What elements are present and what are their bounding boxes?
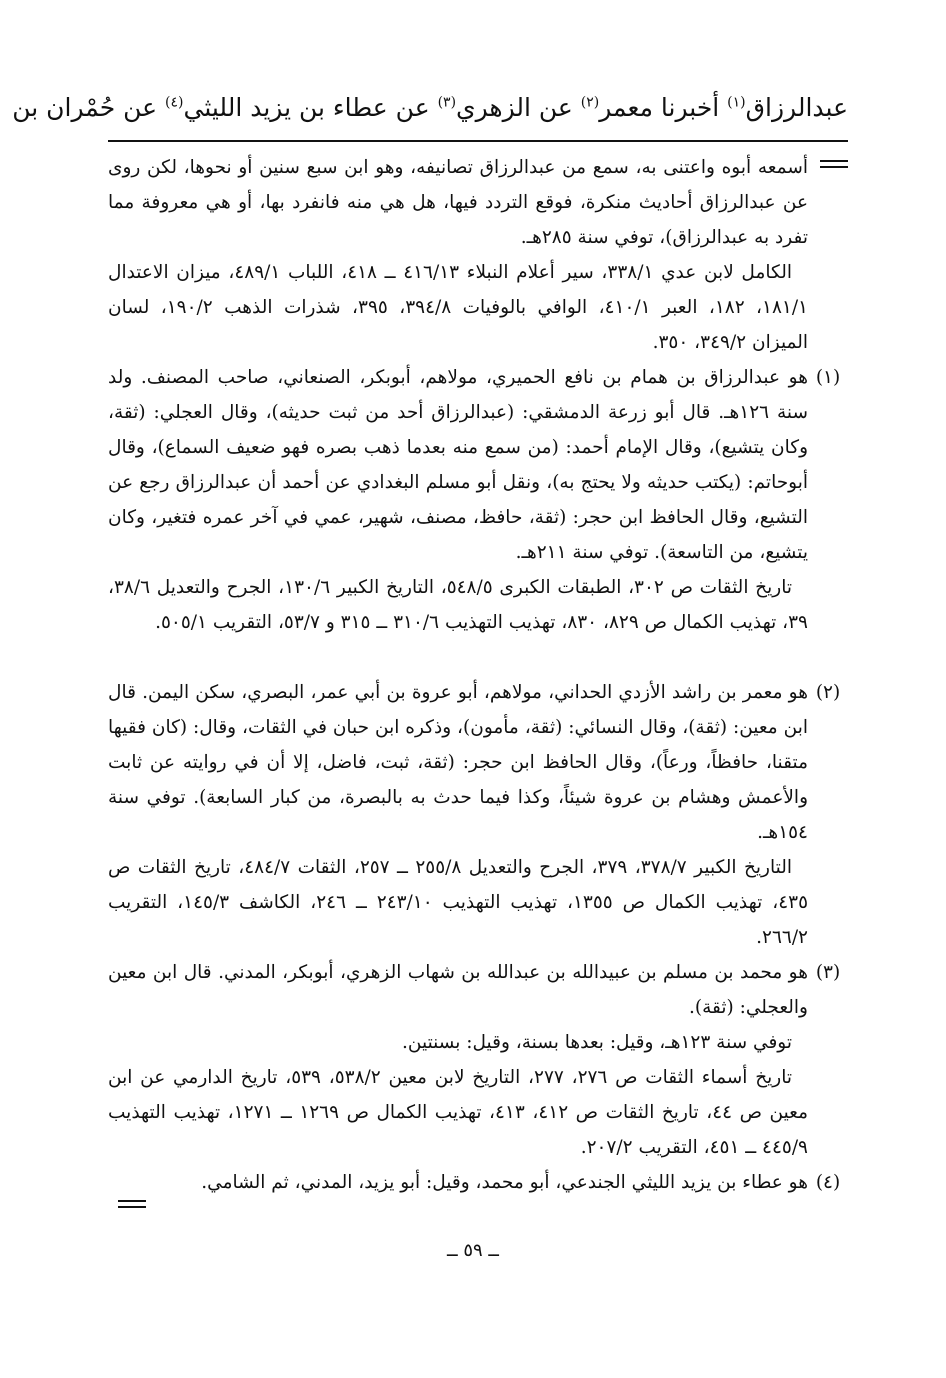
footnote-number-4: (٤) bbox=[815, 1172, 841, 1193]
footnote-number-3: (٣) bbox=[815, 962, 841, 983]
header-text-part: عن حُمْران بن bbox=[12, 93, 166, 122]
header-divider bbox=[108, 140, 848, 142]
footnote-3-death: توفي سنة ١٢٣هـ، وقيل: بعدها بسنة، وقيل: بسنتين. bbox=[402, 1032, 792, 1053]
footnote-3-bio: هو محمد بن مسلم بن عبيدالله بن عبدالله بن شهاب الزهري، أبوبكر، المدني. قال ابن معين والعجلي: (ثقة). bbox=[108, 962, 808, 1018]
header-text-part: عن عطاء بن يزيد الليثي bbox=[183, 93, 438, 122]
continued-footnote-bio: أسمعه أبوه واعتنى به، سمع من عبدالرزاق تصانيفه، وهو ابن سبع سنين أو نحوها، لكن روى عن عبدالرزاق أحاديث منكرة، فوقع التردد فيها، هل هي منه فانفرد بها، أو هي معروفة مما تفرد به عبدالرزاق)، توفي سنة ٢٨٥هـ. bbox=[108, 157, 808, 248]
footnote-ref-1: (١) bbox=[727, 94, 746, 111]
header-text-part: عبدالرزاق bbox=[745, 93, 848, 122]
header-text-part: عن الزهري bbox=[456, 93, 581, 122]
footnote-number-1: (١) bbox=[815, 367, 841, 388]
footnote-number-2: (٢) bbox=[815, 682, 841, 703]
footnote-1-bio: هو عبدالرزاق بن همام بن نافع الحميري، مولاهم، أبوبكر، الصنعاني، صاحب المصنف. ولد سنة ١٢٦هـ. قال أبو زرعة الدمشقي: (عبدالرزاق أحد من ثبت حديثه)، وقال العجلي: (ثقة، وكان يتشيع)، وقال الإمام أحمد: (من سمع منه بعدما ذهب بصره فهو ضعيف السماع)، وقال أبوحاتم: (يكتب حديثه ولا يحتج به)، ونقل أبو مسلم البغدادي عن أحمد أن عبدالرزاق رجع عن التشيع، وقال الحافظ ابن حجر: (ثقة، حافظ، مصنف، شهير، عمي في آخر عمره فتغير، وكان يتشيع، من التاسعة). توفي سنة ٢١١هـ. bbox=[108, 367, 809, 563]
footnote-2-bio: هو معمر بن راشد الأزدي الحداني، مولاهم، أبو عروة بن أبي عمر، البصري، سكن اليمن. قال ابن معين: (ثقة)، وقال النسائي: (ثقة، مأمون)، وذكره ابن حبان في الثقات، وقال: (كان فقيها متقنا، حافظاً، ورعاً)، وقال الحافظ ابن حجر: (ثقة، ثبت، فاضل، إلا أن في روايته عن ثابت والأعمش وهشام بن عروة شيئاً، وكذا فيما حدث به بالبصرة، من كبار السابعة). توفي سنة ١٥٤هـ. bbox=[108, 682, 808, 843]
header-text-part: أخبرنا معمر bbox=[599, 93, 728, 122]
page-number: ــ ٥٩ ــ bbox=[447, 1240, 499, 1261]
continuation-marker-icon bbox=[820, 160, 848, 172]
footnote-4-bio: هو عطاء بن يزيد الليثي الجندعي، أبو محمد، وقيل: أبو يزيد، المدني، ثم الشامي. bbox=[201, 1172, 808, 1193]
footnote-ref-4: (٤) bbox=[165, 94, 184, 111]
footnote-ref-2: (٢) bbox=[580, 94, 600, 111]
continued-footnote-refs: الكامل لابن عدي ٣٣٨/١، سير أعلام النبلاء ٤١٦/١٣ ــ ٤١٨، اللباب ٤٨٩/١، ميزان الاعتدال ١٨١/١، ١٨٢، العبر ٤١٠/١، الوافي بالوفيات ٣٩٤/٨، ٣٩٥، شذرات الذهب ١٩٠/٢، لسان الميزان ٣٤٩/٢، ٣٥٠. bbox=[108, 262, 808, 353]
continuation-marker-icon bbox=[118, 1200, 146, 1212]
footnote-ref-3: (٣) bbox=[437, 94, 457, 111]
hadith-chain-header bbox=[12, 90, 848, 126]
footnote-2-refs: التاريخ الكبير ٣٧٨/٧، ٣٧٩، الجرح والتعديل ٢٥٥/٨ ــ ٢٥٧، الثقات ٤٨٤/٧، تاريخ الثقات ص ٤٣٥، تهذيب الكمال ص ١٣٥٥، تهذيب التهذيب ٢٤٣/١٠ ــ ٢٤٦، الكاشف ١٤٥/٣، التقريب ٢٦٦/٢. bbox=[108, 857, 809, 948]
footnote-1-refs: تاريخ الثقات ص ٣٠٢، الطبقات الكبرى ٥٤٨/٥، التاريخ الكبير ١٣٠/٦، الجرح والتعديل ٣٨/٦، ٣٩، تهذيب الكمال ص ٨٢٩، ٨٣٠، تهذيب التهذيب ٣١٠/٦ ــ ٣١٥ و ٥٣/٧، التقريب ٥٠٥/١. bbox=[108, 577, 808, 633]
footnote-3-refs: تاريخ أسماء الثقات ص ٢٧٦، ٢٧٧، التاريخ لابن معين ٥٣٨/٢، ٥٣٩، تاريخ الدارمي عن ابن معين ص ٤٤، تاريخ الثقات ص ٤١٢، ٤١٣، تهذيب الكمال ص ١٢٦٩ ــ ١٢٧١، تهذيب التهذيب ٤٤٥/٩ ــ ٤٥١، التقريب ٢٠٧/٢. bbox=[108, 1067, 808, 1158]
